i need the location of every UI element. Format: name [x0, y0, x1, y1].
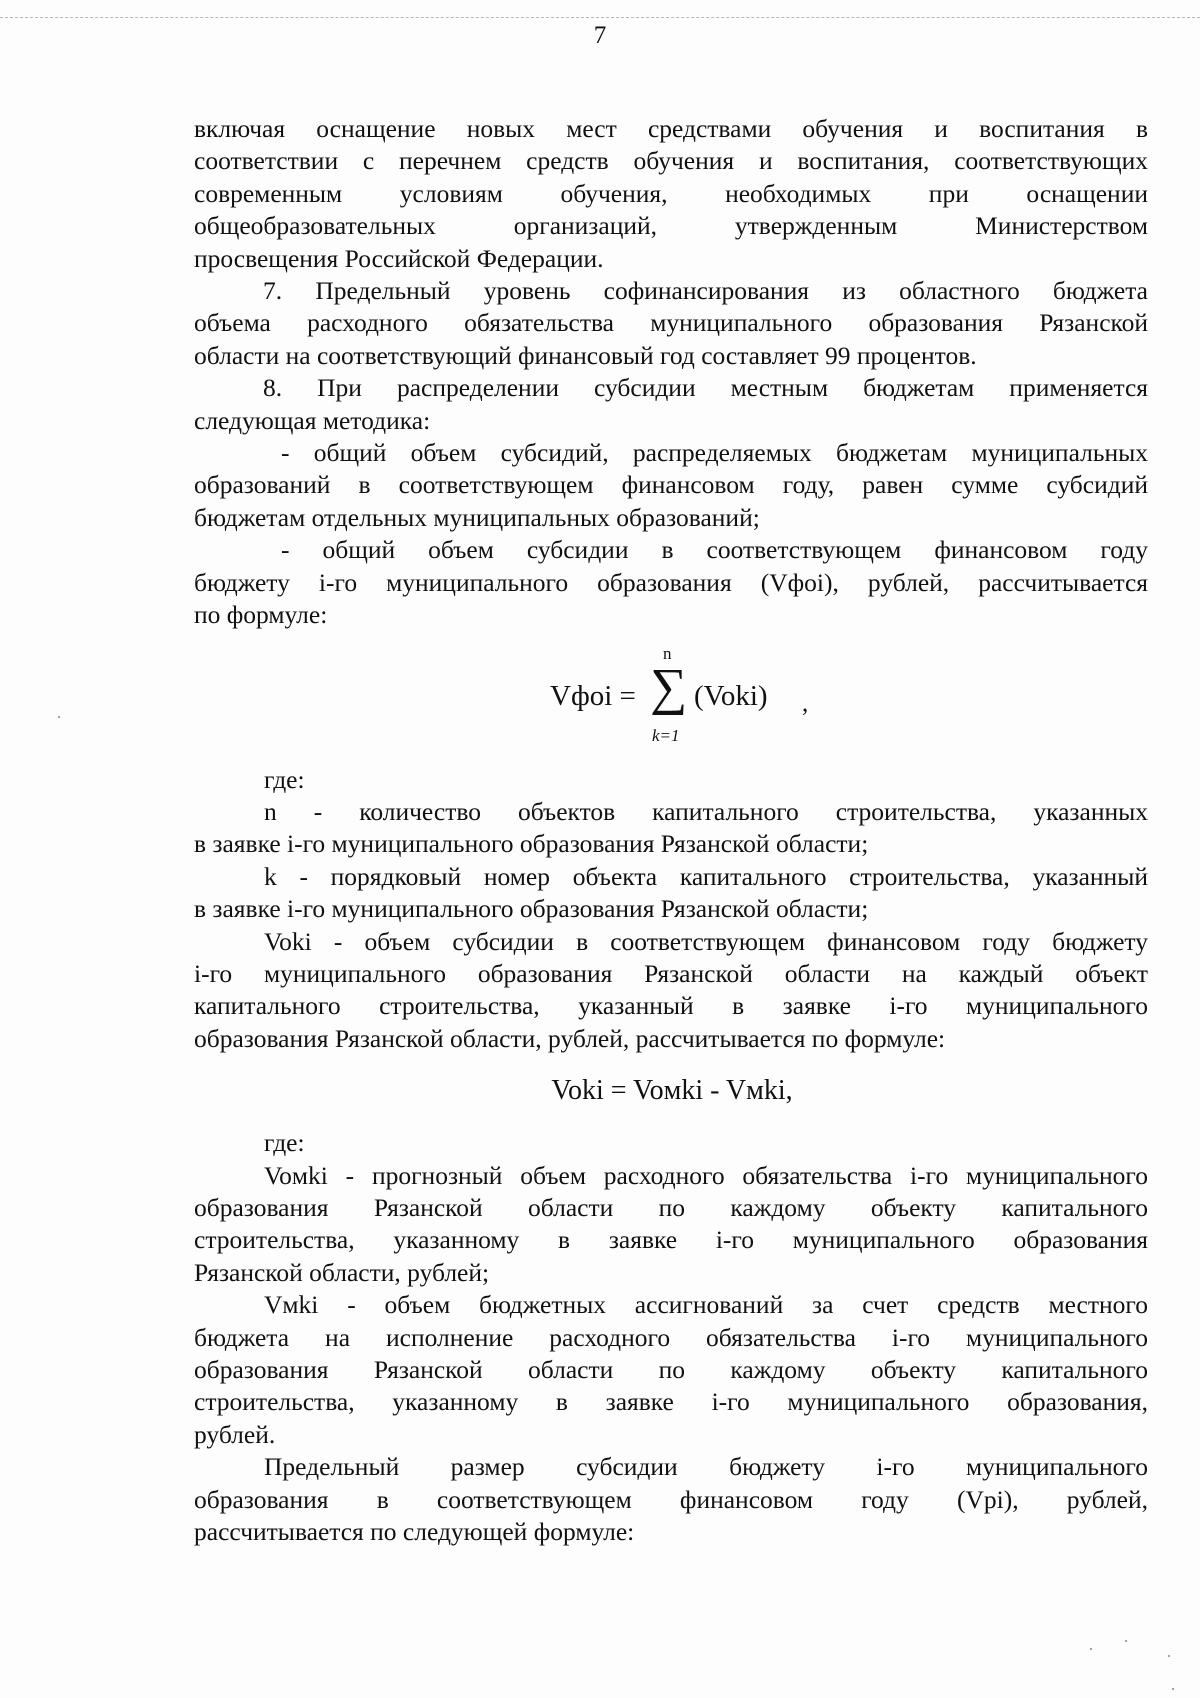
text-line: образований в соответствующем финансовом году, равен сумме субсидий — [194, 470, 1148, 500]
sigma-icon: ∑ — [650, 658, 688, 716]
formula-lower-limit: k=1 — [652, 725, 680, 745]
definition-n — [194, 796, 1148, 861]
text-line: объема расходного обязательства муниципального образования Рязанской — [194, 308, 1148, 338]
where-label: где: — [264, 764, 305, 794]
text-line: строительства, указанному в заявке i-го муниципального образования — [194, 1225, 1148, 1255]
definition-k — [194, 861, 1148, 926]
scan-speck — [58, 716, 60, 718]
text-line: современным условиям обучения, необходимых при оснащении — [194, 178, 1148, 208]
text-line: бюджету i-го муниципального образования (Vфoi), рублей, рассчитывается — [194, 567, 1148, 597]
scan-speck — [1172, 1688, 1174, 1690]
paragraph-max-subsidy — [194, 1451, 1148, 1548]
paragraph-item-7 — [194, 275, 1148, 372]
scan-speck — [1090, 1648, 1092, 1650]
text-line: Voki - объем субсидии в соответствующем финансовом году бюджету — [264, 926, 1148, 956]
text-line: бюджетам отдельных муниципальных образований; — [194, 502, 760, 532]
definition-vomki — [194, 1160, 1148, 1290]
definition-vmki — [194, 1289, 1148, 1451]
formula-upper-limit: n — [663, 643, 672, 663]
document-body — [194, 113, 1148, 1548]
definition-voki — [194, 926, 1148, 1056]
text-line: соответствии с перечнем средств обучения и воспитания, соответствующих — [194, 146, 1148, 176]
text-line: Рязанской области, рублей; — [194, 1257, 490, 1287]
text-line: Voмki - прогнозный объем расходного обязательства i-го муниципального — [264, 1160, 1148, 1190]
text-line: 7. Предельный уровень софинансирования из областного бюджета — [263, 276, 1148, 306]
text-line: по формуле: — [194, 600, 328, 630]
paragraph-subsidy-volume — [194, 534, 1148, 631]
formula-comma: , — [802, 689, 809, 717]
page-number: 7 — [593, 22, 607, 49]
formula-difference: Voki = Voмki - Vмki, — [551, 1075, 793, 1107]
scan-speck — [1125, 1640, 1127, 1642]
text-line: образования Рязанской области по каждому объекту капитального — [194, 1192, 1148, 1222]
text-line: Vмki - объем бюджетных ассигнований за счет средств местного — [264, 1290, 1148, 1320]
text-line: n - количество объектов капитального строительства, указанных — [264, 796, 1148, 826]
paragraph-equipment — [194, 113, 1148, 275]
scan-speck — [1168, 1655, 1170, 1657]
text-line: k - порядковый номер объекта капитального строительства, указанный — [264, 861, 1148, 891]
text-line: в заявке i-го муниципального образования Рязанской области; — [194, 829, 869, 859]
text-line: образования Рязанской области, рублей, рассчитывается по формуле: — [194, 1023, 946, 1053]
text-line: капитального строительства, указанный в заявке i-го муниципального — [194, 991, 1148, 1021]
text-line: строительства, указанному в заявке i-го муниципального образования, — [194, 1387, 1148, 1417]
text-line: просвещения Российской Федерации. — [194, 243, 604, 273]
text-line: Предельный размер субсидии бюджету i-го муниципального — [264, 1452, 1148, 1482]
scan-edge-line — [0, 17, 1200, 18]
text-line: - общий объем субсидии в соответствующем финансовом году — [281, 535, 1148, 565]
paragraph-item-8 — [194, 372, 1148, 437]
text-line: следующая методика: — [194, 405, 431, 435]
text-line: включая оснащение новых мест средствами обучения и воспитания в — [194, 114, 1148, 143]
text-line: области на соответствующий финансовый год составляет 99 процентов. — [194, 340, 977, 370]
where-label: где: — [264, 1128, 305, 1158]
text-line: бюджета на исполнение расходного обязательства i-го муниципального — [194, 1322, 1148, 1352]
text-line: образования Рязанской области по каждому объекту капитального — [194, 1355, 1148, 1384]
text-line: общеобразовательных организаций, утвержденным Министерством — [194, 211, 1148, 241]
text-line: - общий объем субсидий, распределяемых бюджетам муниципальных — [281, 438, 1148, 468]
formula-sum — [194, 638, 1148, 750]
text-line: рассчитывается по следующей формуле: — [194, 1517, 635, 1547]
text-line: рублей. — [194, 1419, 276, 1449]
formula-lhs: Vфoi = — [550, 679, 636, 712]
text-line: i-го муниципального образования Рязанской области на каждый объект — [194, 958, 1148, 988]
text-line: образования в соответствующем финансовом году (Vpi), рублей, — [194, 1484, 1148, 1514]
formula-argument: (Voki) — [694, 679, 768, 712]
text-line: 8. При распределении субсидии местным бюджетам применяется — [263, 373, 1148, 403]
text-line: в заявке i-го муниципального образования Рязанской области; — [194, 894, 869, 924]
paragraph-total-subsidies — [194, 437, 1148, 534]
